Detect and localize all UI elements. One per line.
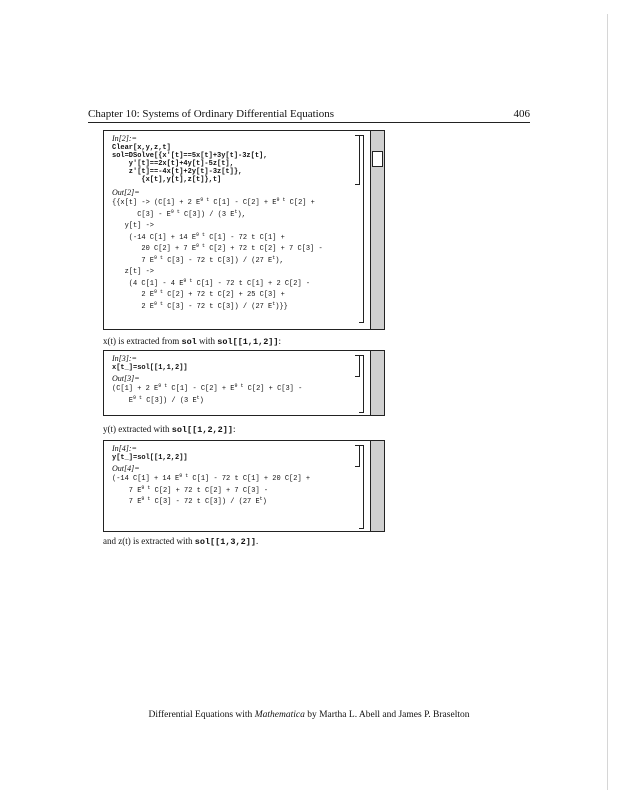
page-number: 406 [513,108,530,120]
scrollbar[interactable] [370,351,384,415]
output-expression: (C[1] + 2 $E^{9 t}$ $C[1] - C[2] + E^{9 t}$ C[2] + C[3] - $E^{9 t}$ C[3]) / (3 $E^t$) [112,383,303,405]
scroll-thumb[interactable] [372,151,383,167]
output-label: Out[3]= [112,374,140,383]
page-footer: Differential Equations with Mathematica by Martha L. Abell and James P. Braselton [148,710,470,720]
header-rule [88,122,530,123]
input-bracket[interactable] [355,445,360,467]
output-expression: (-14 C[1] + 14 $E^{9 t}$ C[1] - 72 t C[1] + 20 C[2] + 7 $E^{9 t}$ C[2] + 72 t C[2] + 7 C[3] - 7 $E^{9 t}$ C[3] - 72 t C[3]) / (27 $E^t$) [112,473,311,506]
scrollbar[interactable] [370,441,384,531]
input-bracket[interactable] [355,355,360,377]
paragraph-y-extract: y(t) extracted with sol[[1,2,2]]: [103,424,236,435]
paragraph-z-extract: and z(t) is extracted with sol[[1,3,2]]. [103,536,259,547]
input-label: In[2]:= [112,134,137,143]
output-label: Out[4]= [112,464,140,473]
notebook-cell-4[interactable] [103,440,385,532]
output-expression: {{x[t] -> (C[1] + 2 $E^{9 t}$ $C[1] - C[2] + E^{9 t}$ C[2] + $C[3] - E^{9 t}$ C[3]) / (3 $E^t$), y[t] -> (-14 C[1] + 14 $E^{9 t}$ C[1] - 72 t C[1] + 20 C[2] + 7 $E^{9 t}$ C[2] + 72 t C[2] + 7 C[3] - 7 $E^{9 t}$ C[3] - 72 t C[3]) / (27 $E^t$), z[t] -> (4 C[1] - 4 $E^{9 t}$ C[1] - 72 t C[1] + 2 C[2] - 2 $E^{9 t}$ C[2] + 72 t C[2] + 25 C[3] + 2 $E^{9 t}$ C[3] - 72 t C[3]) / (27 $E^t$)}} [112,197,323,311]
notebook-cell-3[interactable] [103,350,385,416]
input-code[interactable]: y[t_]=sol[[1,2,2]] [112,454,188,462]
cell-content [112,444,358,531]
output-label: Out[2]= [112,188,140,197]
running-header [88,108,530,122]
notebook-cell-2[interactable] [103,130,385,330]
chapter-title: Chapter 10: Systems of Ordinary Differential Equations [88,108,335,120]
page-edge-rule [607,14,608,790]
cell-content [112,134,358,329]
input-code[interactable]: Clear[x,y,z,t] sol=DSolve[{x'[t]==5x[t]+3y[t]-3z[t], y'[t]==2x[t]+4y[t]-5z[t], z'[t]==-4x[t]+2y[t]-3z[t]}, {x[t],y[t],z[t]},t] [112,144,268,184]
paragraph-x-extract: x(t) is extracted from sol with sol[[1,1,2]]: [103,336,282,347]
scrollbar[interactable] [370,131,384,329]
input-code[interactable]: x[t_]=sol[[1,1,2]] [112,364,188,372]
cell-content [112,354,358,415]
input-label: In[3]:= [112,354,137,363]
input-bracket[interactable] [355,135,360,185]
input-label: In[4]:= [112,444,137,453]
